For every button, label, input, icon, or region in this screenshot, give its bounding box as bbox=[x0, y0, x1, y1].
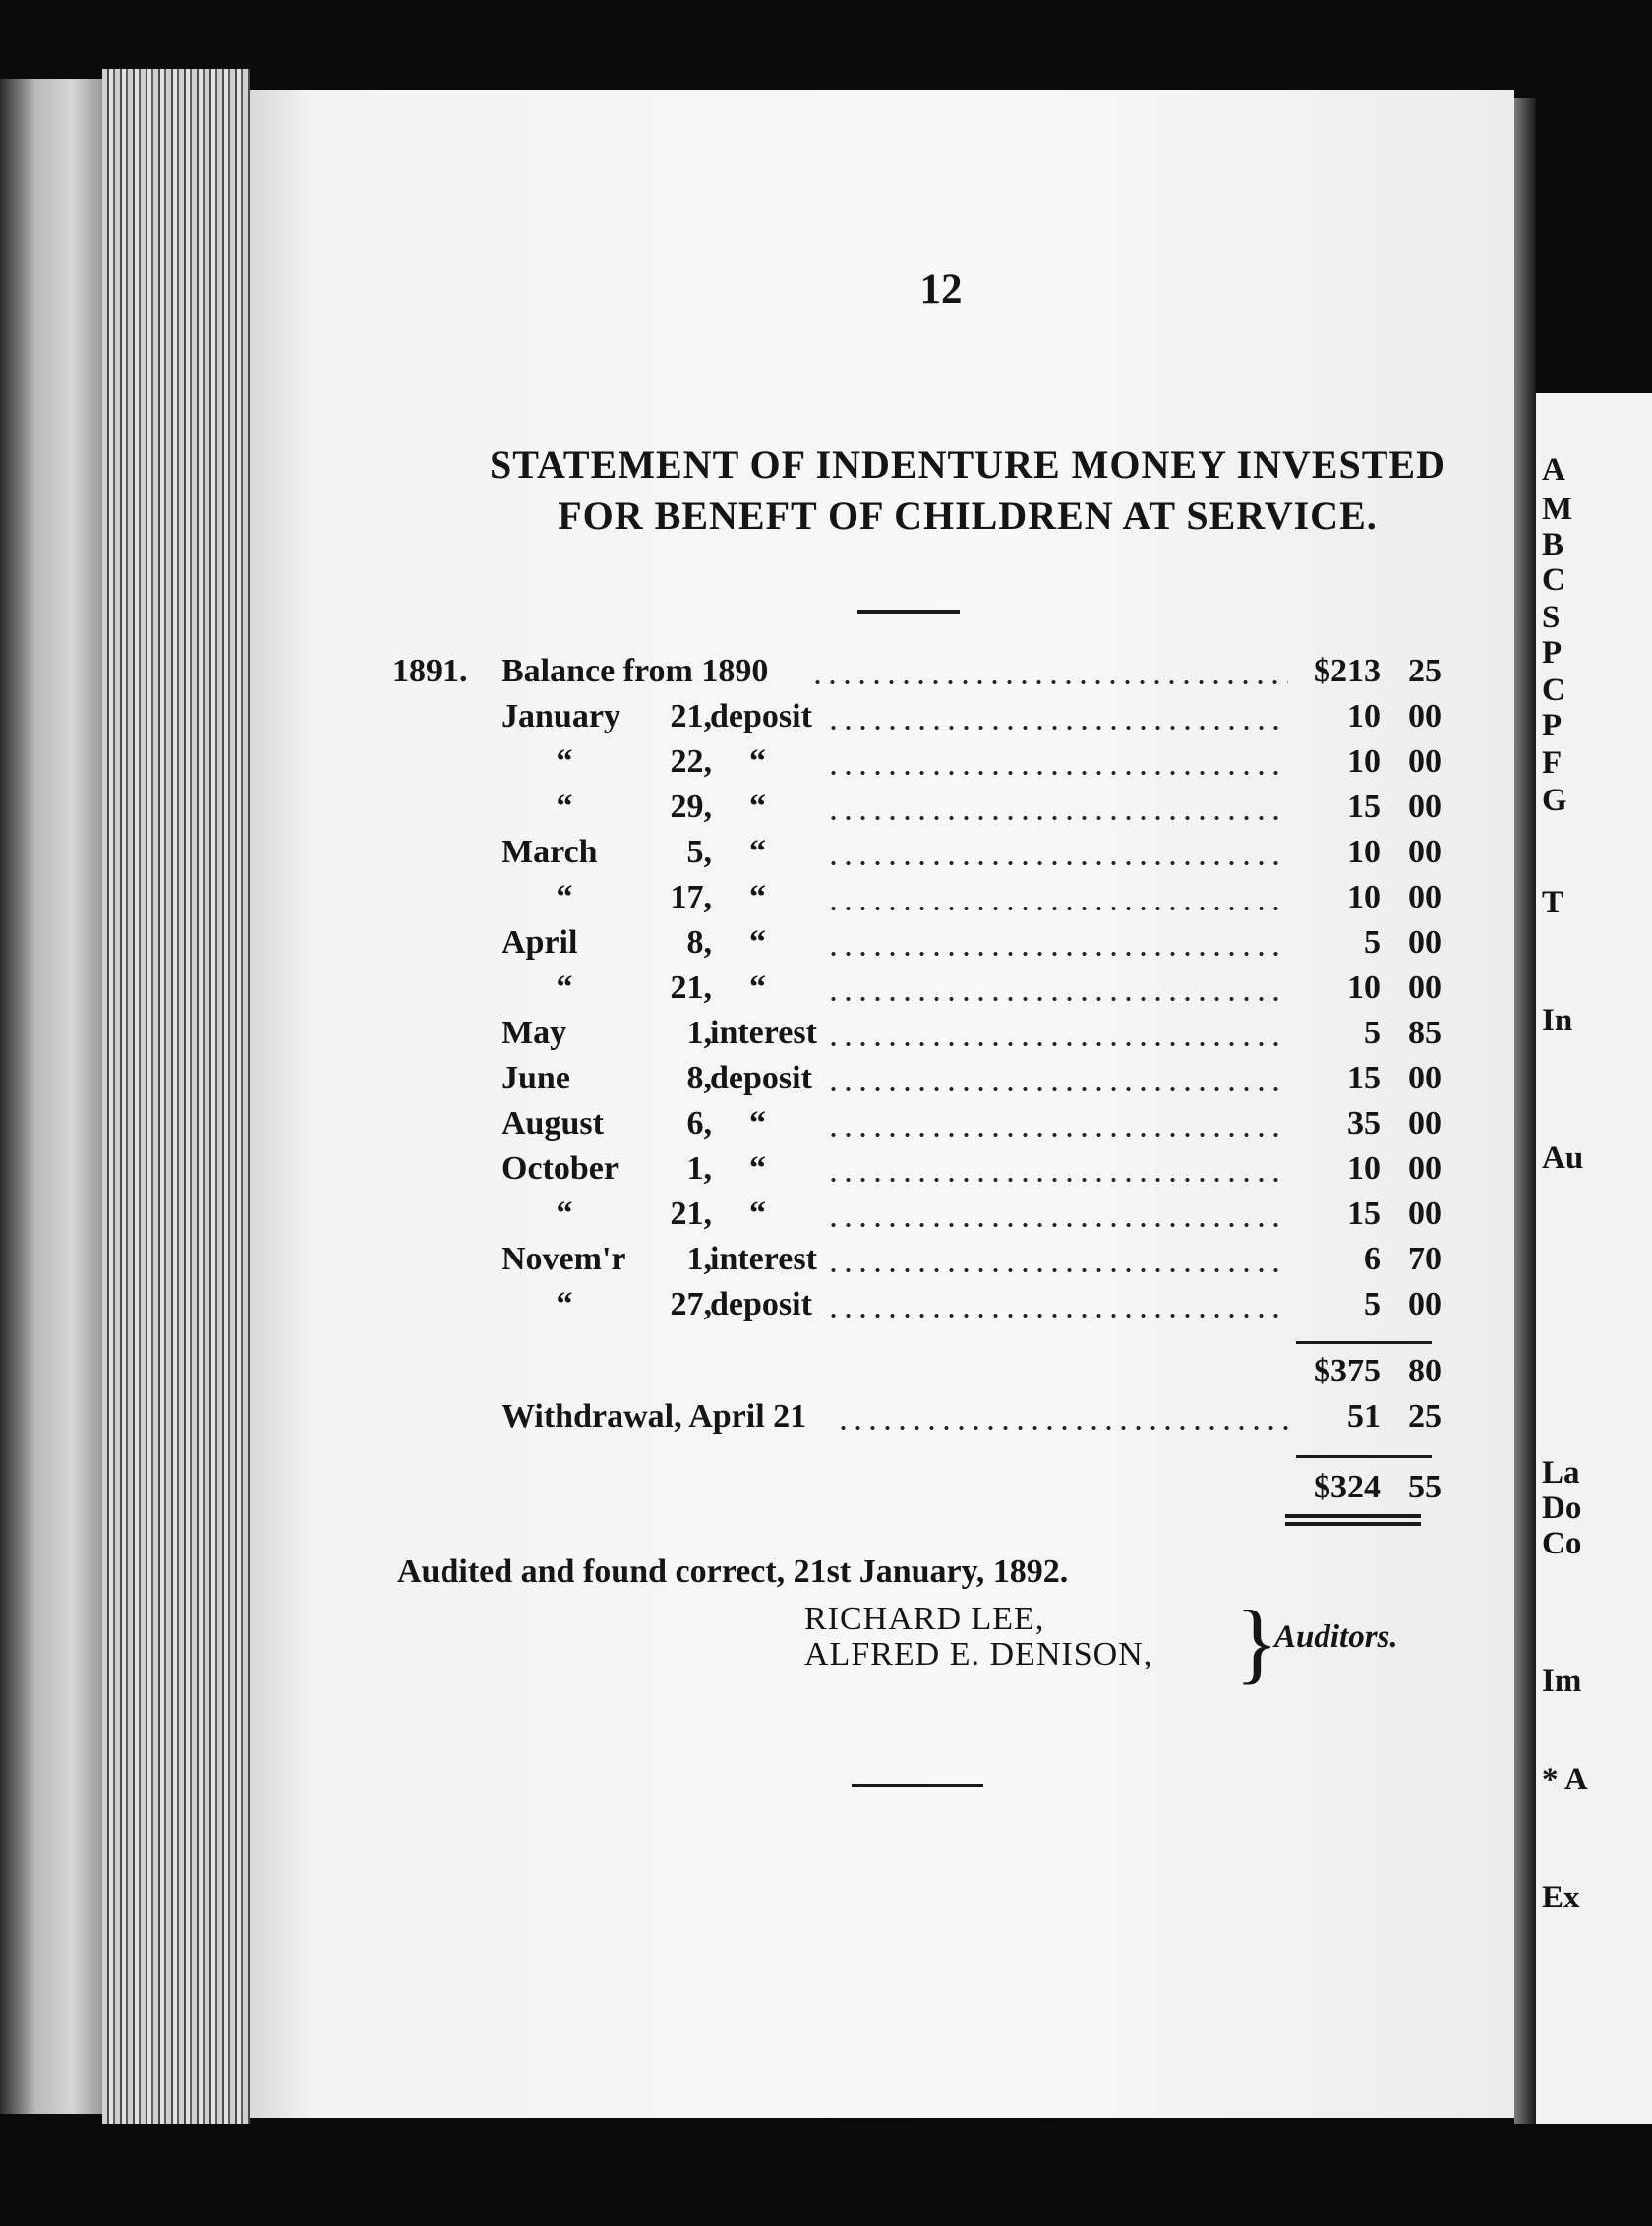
entry-day: 8, bbox=[686, 924, 712, 961]
ledger-row bbox=[250, 924, 1514, 969]
entry-type: “ bbox=[749, 879, 766, 915]
amount-cents: 00 bbox=[1408, 1150, 1442, 1187]
title-line-2: FOR BENEFT OF CHILDREN AT SERVICE. bbox=[558, 494, 1378, 538]
total-double-rule bbox=[1285, 1514, 1421, 1518]
ledger-row bbox=[250, 1196, 1514, 1241]
entry-type: deposit bbox=[710, 1286, 812, 1322]
facing-page-fragment: In bbox=[1542, 1003, 1573, 1038]
entry-day: 1, bbox=[686, 1150, 712, 1187]
entry-day: 17, bbox=[670, 879, 712, 915]
amount-cents: 55 bbox=[1408, 1469, 1442, 1505]
withdrawal-row bbox=[250, 1398, 1514, 1443]
entry-type: “ bbox=[749, 834, 766, 870]
amount-dollars: 6 bbox=[1364, 1241, 1381, 1277]
amount-dollars: 10 bbox=[1347, 969, 1381, 1006]
ledger-row bbox=[250, 743, 1514, 789]
left-page-edge bbox=[0, 79, 102, 2114]
amount-cents: 70 bbox=[1408, 1241, 1442, 1277]
entry-day: 21, bbox=[670, 1196, 712, 1232]
amount-cents: 00 bbox=[1408, 969, 1442, 1006]
amount-cents: 00 bbox=[1408, 1286, 1442, 1322]
facing-page-fragment: Im bbox=[1542, 1664, 1582, 1699]
dot-leader bbox=[826, 725, 1288, 731]
amount-dollars: $324 bbox=[1314, 1469, 1381, 1505]
dot-leader bbox=[826, 1132, 1288, 1138]
facing-page-fragment: P bbox=[1542, 635, 1563, 671]
amount-cents: 00 bbox=[1408, 1060, 1442, 1096]
amount-dollars: 10 bbox=[1347, 698, 1381, 734]
facing-page-fragment: C bbox=[1542, 673, 1565, 708]
ledger-row bbox=[250, 1150, 1514, 1196]
dot-leader bbox=[826, 1177, 1288, 1183]
amount-dollars: 10 bbox=[1347, 1150, 1381, 1187]
entry-type: deposit bbox=[710, 698, 812, 734]
amount-cents: 00 bbox=[1408, 743, 1442, 780]
subtotal-row bbox=[250, 1353, 1514, 1398]
ledger-row bbox=[250, 1015, 1514, 1060]
entry-day: 8, bbox=[686, 1060, 712, 1096]
ledger-row bbox=[250, 1105, 1514, 1150]
amount-dollars: 10 bbox=[1347, 834, 1381, 870]
amount-cents: 00 bbox=[1408, 879, 1442, 915]
amount-cents: 80 bbox=[1408, 1353, 1442, 1389]
ledger-row bbox=[250, 1241, 1514, 1286]
auditors-label: Auditors. bbox=[1274, 1619, 1398, 1655]
facing-page-fragment: Ex bbox=[1542, 1880, 1580, 1915]
brace-symbol: } bbox=[1235, 1592, 1279, 1692]
subtotal-rule bbox=[1296, 1341, 1432, 1344]
entry-day: 1, bbox=[686, 1241, 712, 1277]
entry-month: January bbox=[502, 698, 620, 734]
entry-day: 21, bbox=[670, 698, 712, 734]
amount-cents: 25 bbox=[1408, 653, 1442, 689]
entry-type: “ bbox=[749, 1196, 766, 1232]
amount-dollars: 15 bbox=[1347, 1060, 1381, 1096]
entry-type: “ bbox=[749, 743, 766, 780]
amount-dollars: 35 bbox=[1347, 1105, 1381, 1142]
facing-page-fragment: B bbox=[1542, 527, 1564, 562]
balance-label: Balance from 1890 bbox=[502, 653, 769, 689]
total-rule bbox=[1296, 1455, 1432, 1458]
facing-page-fragment: * A bbox=[1542, 1762, 1588, 1797]
entry-day: 27, bbox=[670, 1286, 712, 1322]
closing-divider bbox=[852, 1784, 983, 1787]
dot-leader bbox=[826, 1313, 1288, 1318]
entry-month: “ bbox=[556, 743, 573, 780]
facing-page-fragment: F bbox=[1542, 745, 1563, 781]
dot-leader bbox=[826, 1222, 1288, 1228]
ledger-row bbox=[250, 1060, 1514, 1105]
amount-dollars: 5 bbox=[1364, 924, 1381, 961]
entry-type: deposit bbox=[710, 1060, 812, 1096]
entry-day: 22, bbox=[670, 743, 712, 780]
ledger-row bbox=[250, 698, 1514, 743]
total-double-rule bbox=[1285, 1522, 1421, 1526]
dot-leader bbox=[826, 951, 1288, 957]
book-gutter bbox=[1514, 98, 1536, 2124]
title-line-1: STATEMENT OF INDENTURE MONEY INVESTED bbox=[490, 442, 1446, 487]
auditor-name: RICHARD LEE, bbox=[804, 1601, 1045, 1637]
title-divider bbox=[857, 610, 960, 614]
amount-cents: 25 bbox=[1408, 1398, 1442, 1435]
dot-leader bbox=[836, 1425, 1288, 1431]
amount-dollars: 5 bbox=[1364, 1286, 1381, 1322]
page-stack-edges bbox=[102, 69, 250, 2124]
dot-leader bbox=[826, 1041, 1288, 1047]
facing-page-fragment: T bbox=[1542, 885, 1564, 920]
entry-month: “ bbox=[556, 789, 573, 825]
entry-month: “ bbox=[556, 879, 573, 915]
entry-month: May bbox=[502, 1015, 567, 1051]
amount-dollars: 5 bbox=[1364, 1015, 1381, 1051]
entry-day: 29, bbox=[670, 789, 712, 825]
amount-dollars: 10 bbox=[1347, 879, 1381, 915]
entry-month: Novem'r bbox=[502, 1241, 626, 1277]
amount-dollars: 15 bbox=[1347, 789, 1381, 825]
entry-month: October bbox=[502, 1150, 619, 1187]
entry-month: March bbox=[502, 834, 598, 870]
entry-month: August bbox=[502, 1105, 604, 1142]
amount-dollars: $213 bbox=[1314, 653, 1381, 689]
dot-leader bbox=[826, 860, 1288, 866]
dot-leader bbox=[826, 906, 1288, 911]
entry-month: “ bbox=[556, 969, 573, 1006]
entry-type: interest bbox=[710, 1241, 817, 1277]
facing-page-fragment: Au bbox=[1542, 1141, 1584, 1176]
entry-month: June bbox=[502, 1060, 570, 1096]
amount-cents: 85 bbox=[1408, 1015, 1442, 1051]
facing-page-fragment: Co bbox=[1542, 1526, 1582, 1561]
ledger-year: 1891. bbox=[392, 653, 468, 689]
amount-cents: 00 bbox=[1408, 1196, 1442, 1232]
amount-cents: 00 bbox=[1408, 924, 1442, 961]
entry-type: “ bbox=[749, 969, 766, 1006]
ledger-row bbox=[250, 653, 1514, 698]
facing-page bbox=[1536, 393, 1652, 2124]
dot-leader bbox=[826, 815, 1288, 821]
amount-dollars: 10 bbox=[1347, 743, 1381, 780]
withdrawal-label: Withdrawal, April 21 bbox=[502, 1398, 807, 1435]
amount-cents: 00 bbox=[1408, 789, 1442, 825]
amount-cents: 00 bbox=[1408, 1105, 1442, 1142]
amount-dollars: 51 bbox=[1347, 1398, 1381, 1435]
facing-page-fragment: C bbox=[1542, 562, 1565, 598]
dot-leader bbox=[810, 679, 1288, 685]
facing-page-fragment: M bbox=[1542, 492, 1573, 527]
dot-leader bbox=[826, 996, 1288, 1002]
dot-leader bbox=[826, 1086, 1288, 1092]
ledger-row bbox=[250, 834, 1514, 879]
entry-type: “ bbox=[749, 789, 766, 825]
page-number: 12 bbox=[919, 266, 963, 313]
entry-day: 21, bbox=[670, 969, 712, 1006]
amount-dollars: 15 bbox=[1347, 1196, 1381, 1232]
entry-type: “ bbox=[749, 924, 766, 961]
entry-day: 5, bbox=[686, 834, 712, 870]
dot-leader bbox=[826, 1267, 1288, 1273]
entry-month: “ bbox=[556, 1286, 573, 1322]
facing-page-fragment: P bbox=[1542, 708, 1563, 743]
facing-page-fragment: S bbox=[1542, 600, 1561, 635]
entry-type: “ bbox=[749, 1150, 766, 1187]
facing-page-fragment: Do bbox=[1542, 1491, 1582, 1526]
entry-day: 1, bbox=[686, 1015, 712, 1051]
ledger-row bbox=[250, 879, 1514, 924]
dot-leader bbox=[826, 770, 1288, 776]
amount-dollars: $375 bbox=[1314, 1353, 1381, 1389]
amount-cents: 00 bbox=[1408, 834, 1442, 870]
entry-month: “ bbox=[556, 1196, 573, 1232]
entry-type: “ bbox=[749, 1105, 766, 1142]
entry-month: April bbox=[502, 924, 578, 961]
book-page bbox=[250, 90, 1514, 2118]
statement-title bbox=[387, 439, 1548, 542]
ledger-row bbox=[250, 789, 1514, 834]
amount-cents: 00 bbox=[1408, 698, 1442, 734]
facing-page-fragment: A bbox=[1542, 452, 1565, 488]
entry-day: 6, bbox=[686, 1105, 712, 1142]
entry-type: interest bbox=[710, 1015, 817, 1051]
ledger-row bbox=[250, 969, 1514, 1015]
audit-statement: Audited and found correct, 21st January, 1892. bbox=[397, 1553, 1069, 1590]
facing-page-fragment: G bbox=[1542, 783, 1567, 818]
facing-page-fragment: La bbox=[1542, 1455, 1580, 1491]
total-row bbox=[250, 1469, 1514, 1514]
ledger-row bbox=[250, 1286, 1514, 1331]
auditor-name: ALFRED E. DENISON, bbox=[804, 1636, 1153, 1672]
